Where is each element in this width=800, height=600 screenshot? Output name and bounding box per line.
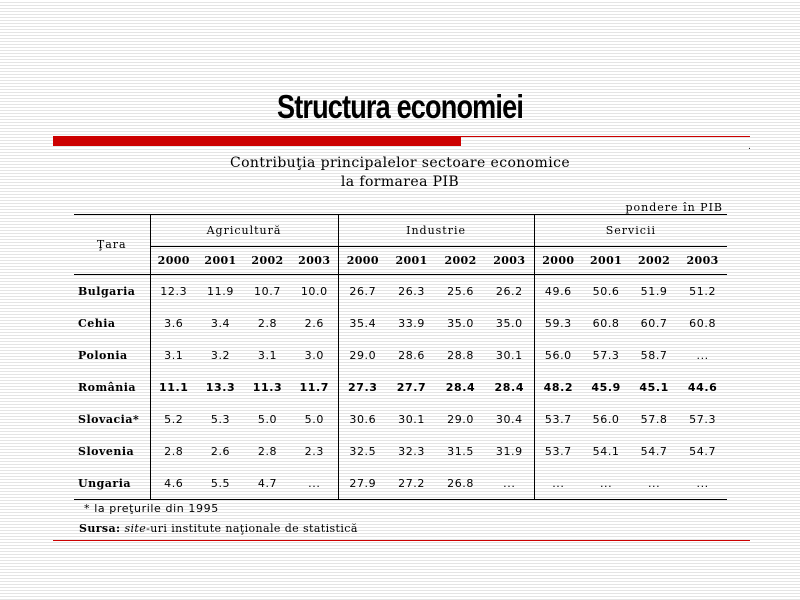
- value-cell: 57.8: [640, 412, 668, 426]
- table-title-line-2: la formarea PIB: [340, 174, 460, 190]
- value-cell: 45.9: [591, 380, 621, 394]
- source-note: [79, 522, 358, 535]
- value-cell: 25.6: [447, 284, 474, 298]
- header-row-years: [74, 247, 727, 275]
- value-cell: 51.2: [689, 284, 717, 298]
- value-cell: 2.8: [164, 444, 184, 458]
- value-cell: 5.2: [164, 412, 184, 426]
- value-cell: 29.0: [447, 412, 474, 426]
- value-cell: 26.7: [349, 284, 377, 298]
- value-cell: 33.9: [398, 316, 425, 330]
- value-cell: 54.7: [640, 444, 668, 458]
- table-row: [74, 307, 727, 339]
- country-cell: Bulgaria: [74, 275, 150, 308]
- country-cell: Ungaria: [74, 467, 150, 500]
- value-cell: 2.6: [210, 444, 231, 458]
- value-cell: 60.8: [689, 316, 717, 330]
- value-cell: 35.4: [349, 316, 377, 330]
- table-body: [74, 275, 727, 500]
- value-cell: 50.6: [592, 284, 620, 298]
- value-cell: 3.2: [210, 348, 231, 362]
- value-cell: 35.0: [447, 316, 474, 330]
- value-cell: 2.8: [257, 316, 278, 330]
- value-cell: 27.3: [348, 380, 378, 394]
- value-cell: 28.4: [485, 371, 534, 403]
- year-header: 2001: [582, 247, 630, 275]
- value-cell: 30.1: [485, 339, 534, 371]
- value-cell: ...: [630, 467, 678, 500]
- year-header: 2002: [436, 247, 485, 275]
- table-title-line-1: Contribuţia principalelor sectoare economice: [229, 155, 571, 171]
- footnote: * la preţurile din 1995: [84, 502, 219, 515]
- value-cell: 57.3: [689, 412, 717, 426]
- value-cell: 3.1: [164, 348, 184, 362]
- year-header: 2001: [197, 247, 244, 275]
- value-cell: 27.9: [338, 467, 387, 500]
- year-header: 2001: [387, 247, 436, 275]
- value-cell: ...: [582, 467, 630, 500]
- value-cell: 3.6: [164, 316, 184, 330]
- value-cell: 29.0: [349, 348, 377, 362]
- source-italic: site: [124, 522, 147, 535]
- value-cell: 3.1: [257, 348, 278, 362]
- value-cell: 5.5: [197, 467, 244, 500]
- value-cell: 5.0: [257, 412, 278, 426]
- value-cell: 60.8: [592, 316, 620, 330]
- unit-note: pondere în PIB: [625, 201, 723, 214]
- table-title: [0, 154, 800, 192]
- value-cell: 27.2: [387, 467, 436, 500]
- value-cell: ...: [696, 348, 709, 362]
- gdp-structure-table: [74, 214, 727, 500]
- year-header: 2000: [534, 247, 582, 275]
- value-cell: 56.0: [592, 412, 620, 426]
- value-cell: 54.1: [592, 444, 620, 458]
- value-cell: 30.6: [349, 412, 377, 426]
- value-cell: 10.0: [291, 275, 338, 308]
- value-cell: 11.9: [207, 284, 234, 298]
- value-cell: 3.4: [210, 316, 231, 330]
- value-cell: 4.6: [150, 467, 197, 500]
- value-cell: 49.6: [544, 284, 572, 298]
- value-cell: 5.0: [291, 403, 338, 435]
- value-cell: ...: [291, 467, 338, 500]
- table-row: [74, 339, 727, 371]
- table-row: [74, 371, 727, 403]
- value-cell: 28.8: [447, 348, 474, 362]
- value-cell: 51.9: [640, 284, 668, 298]
- value-cell: 26.8: [436, 467, 485, 500]
- year-header: 2000: [150, 247, 197, 275]
- value-cell: 27.7: [396, 380, 427, 394]
- value-cell: 12.3: [160, 284, 188, 298]
- value-cell: 10.7: [254, 284, 281, 298]
- value-cell: 45.1: [639, 380, 669, 394]
- year-header: 2002: [244, 247, 291, 275]
- source-text: -uri institute naţionale de statistică: [146, 522, 358, 535]
- slide-title: Structura economiei: [276, 88, 524, 125]
- value-cell: 60.7: [640, 316, 668, 330]
- table-row: [74, 275, 727, 308]
- value-cell: 58.7: [640, 348, 668, 362]
- value-cell: ...: [678, 467, 727, 500]
- table-row: [74, 467, 727, 500]
- value-cell: 11.3: [252, 380, 283, 394]
- value-cell: 11.1: [158, 380, 189, 394]
- value-cell: 4.7: [244, 467, 291, 500]
- sector-header-agriculture: Agricultură: [150, 214, 338, 247]
- value-cell: 32.5: [349, 444, 377, 458]
- value-cell: 57.3: [592, 348, 620, 362]
- value-cell: 31.9: [485, 435, 534, 467]
- value-cell: 2.3: [291, 435, 338, 467]
- value-cell: 26.3: [398, 284, 425, 298]
- corner-mark: .: [748, 142, 751, 152]
- value-cell: 2.8: [257, 444, 278, 458]
- value-cell: 53.7: [544, 412, 572, 426]
- value-cell: 5.3: [210, 412, 231, 426]
- value-cell: 48.2: [543, 380, 574, 394]
- year-header: 2003: [291, 247, 338, 275]
- value-cell: 35.0: [485, 307, 534, 339]
- value-cell: ...: [534, 467, 582, 500]
- country-cell: Slovacia*: [74, 403, 150, 435]
- sector-header-industry: Industrie: [338, 214, 534, 247]
- value-cell: 2.6: [291, 307, 338, 339]
- year-header: 2000: [338, 247, 387, 275]
- value-cell: 26.2: [485, 275, 534, 308]
- title-accent-bar: [53, 137, 461, 146]
- value-cell: 3.0: [291, 339, 338, 371]
- data-table-container: [74, 214, 727, 500]
- value-cell: 44.6: [687, 380, 718, 394]
- value-cell: 30.4: [485, 403, 534, 435]
- value-cell: 28.6: [398, 348, 425, 362]
- year-header: 2003: [485, 247, 534, 275]
- country-cell: Cehia: [74, 307, 150, 339]
- bottom-rule: [53, 540, 750, 541]
- country-cell: Polonia: [74, 339, 150, 371]
- header-row-sectors: [74, 214, 727, 247]
- source-label: Sursa:: [79, 522, 121, 535]
- value-cell: 54.7: [689, 444, 717, 458]
- table-row: [74, 435, 727, 467]
- country-header: Ţara: [74, 214, 150, 275]
- country-cell: România: [74, 371, 150, 403]
- value-cell: 31.5: [447, 444, 474, 458]
- value-cell: ...: [485, 467, 534, 500]
- value-cell: 11.7: [291, 371, 338, 403]
- value-cell: 56.0: [544, 348, 572, 362]
- year-header: 2003: [678, 247, 727, 275]
- sector-header-services: Servicii: [534, 214, 727, 247]
- value-cell: 30.1: [398, 412, 425, 426]
- year-header: 2002: [630, 247, 678, 275]
- country-cell: Slovenia: [74, 435, 150, 467]
- value-cell: 28.4: [445, 380, 476, 394]
- value-cell: 59.3: [544, 316, 572, 330]
- table-row: [74, 403, 727, 435]
- value-cell: 53.7: [544, 444, 572, 458]
- value-cell: 13.3: [205, 380, 236, 394]
- value-cell: 32.3: [398, 444, 425, 458]
